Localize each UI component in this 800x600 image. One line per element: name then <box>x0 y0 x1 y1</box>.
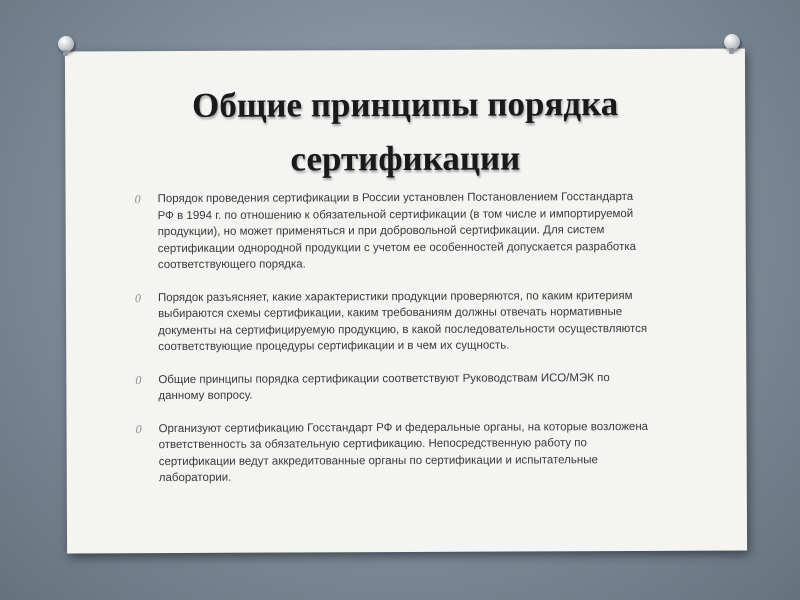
bullet-text: Общие принципы порядка сертификации соответствуют Руководствам ИСО/МЭК по данному вопросу. <box>158 371 610 403</box>
bullet-item <box>132 369 652 404</box>
slide-card <box>65 49 747 554</box>
bullet-list <box>132 189 653 503</box>
bullet-item <box>132 189 652 274</box>
pushpin-right-icon <box>724 34 740 50</box>
pushpin-left-icon <box>58 36 74 52</box>
bullet-marker-icon: 0 <box>135 421 142 436</box>
slide-title-line1: Общие принципы порядка <box>191 84 619 125</box>
bullet-marker-icon: 0 <box>134 290 142 305</box>
bullet-text: Порядок разъясняет, какие характеристики продукции проверяются, по каким критериям выбираются схемы сертификации, каким требованиям должны отвечать нормативные документы на сертифицируемую продукцию, в какой последовательности осуществляются соответствующие процедуры сертификации и в чем их сущность. <box>157 289 648 354</box>
slide-title-line2: сертификации <box>290 138 521 179</box>
bullet-item <box>133 418 653 486</box>
bullet-marker-icon: 0 <box>134 192 141 207</box>
slide-title <box>65 77 745 188</box>
bullet-text: Организуют сертификацию Госстандарт РФ и федеральные органы, на которые возложена ответственность за обязательную сертификацию. Непосредственную работу по сертификации ведут аккредитованные органы по сертификации и испытательные лаборатории. <box>158 420 649 485</box>
bullet-marker-icon: 0 <box>135 372 142 387</box>
bullet-text: Порядок проведения сертификации в России установлен Постановлением Госстандарта РФ в 1994 г. по отношению к обязательной сертификации (в том числе и импортируемой продукции), но может применяться и при добровольной сертификации. Для систем сертификации однородной продукции с учетом ее особенностей допускается разработка соответствующего порядка. <box>157 191 637 272</box>
bullet-item <box>132 287 652 355</box>
